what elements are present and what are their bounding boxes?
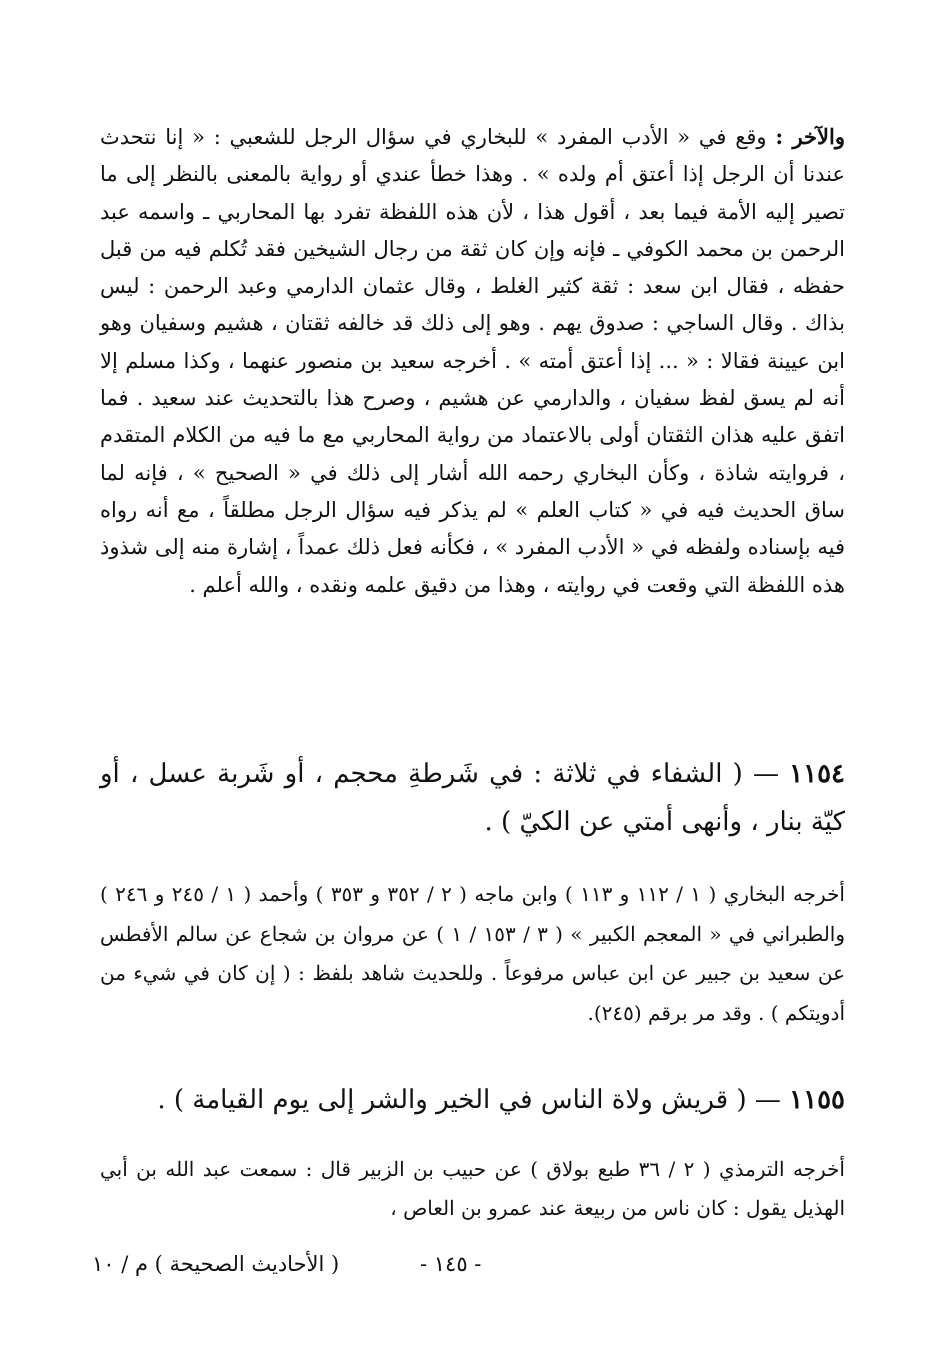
- hadith-1155-source: أخرجه الترمذي ( ٢ / ٣٦ طبع بولاق ) عن حبيب بن الزبير قال : سمعت عبد الله بن أبي الهذيل يقول : كان ناس من ربيعة عند عمرو بن العاص ،: [100, 1157, 845, 1220]
- page-number: - ١٤٥ -: [420, 1252, 482, 1276]
- hadith-number: ١١٥٥: [789, 1085, 845, 1115]
- book-signature: ( الأحاديث الصحيحة ) م / ١٠: [92, 1252, 340, 1276]
- hadith-number: ١١٥٤: [789, 759, 846, 789]
- paragraph-lead-word: والآخر :: [775, 124, 845, 149]
- paragraph-body: وقع في « الأدب المفرد » للبخاري في سؤال الرجل للشعبي : « إنا نتحدث عندنا أن الرجل إذا أعتق أم ولده » . وهذا خطأ عندي أو رواية بالمعنى بالنظر إلى ما تصير إليه الأمة فيما بعد ، أقول هذا ، لأن هذه اللفظة تفرد بها المحاربي ـ واسمه عبد الرحمن بن محمد الكوفي ـ فإنه وإن كان ثقة من رجال الشيخين فقد تُكلم فيه من قبل حفظه ، فقال ابن سعد : ثقة كثير الغلط ، وقال عثمان الدارمي وعبد الرحمن : ليس بذاك . وقال الساجي : صدوق يهم . وهو إلى ذلك قد خالفه ثقتان ، هشيم وسفيان وهو ابن عيينة فقالا : « ... إذا أعتق أمته » . أخرجه سعيد بن منصور عنهما ، وكذا مسلم إلا أنه لم يسق لفظ سفيان ، والدارمي عن هشيم ، وصرح هذا بالتحديث عند سعيد . فما اتفق عليه هذان الثقتان أولى بالاعتماد من رواية المحاربي مع ما فيه من الكلام المتقدم ، فروايته شاذة ، وكأن البخاري رحمه الله أشار إلى ذلك في « الصحيح » ، فإنه لما ساق الحديث فيه في « كتاب العلم » لم يذكر فيه سؤال الرجل مطلقاً ، مع أنه رواه فيه بإسناده ولفظه في « الأدب المفرد » ، فكأنه فعل ذلك عمداً ، إشارة منه إلى شذوذ هذه اللفظة التي وقعت في روايته ، وهذا من دقيق علمه ونقده ، والله أعلم .: [100, 125, 845, 597]
- hadith-text: — ( الشفاء في ثلاثة : في شَرطةِ محجم ، أو شَربة عسل ، أو كيّة بنار ، وأنهى أمتي عن الكيّ ) .: [100, 759, 845, 837]
- hadith-text: — ( قريش ولاة الناس في الخير والشر إلى يوم القيامة ) .: [157, 1085, 781, 1115]
- hadith-1155: [100, 1078, 845, 1122]
- main-paragraph: [100, 118, 845, 604]
- hadith-1154-source: أخرجه البخاري ( ١ / ١١٢ و ١١٣ ) وابن ماجه ( ٢ / ٣٥٢ و ٣٥٣ ) وأحمد ( ١ / ٢٤٥ و ٢٤٦ ) والطبراني في « المعجم الكبير » ( ٣ / ١٥٣ / ١ ) عن مروان بن شجاع عن سالم الأفطس عن سعيد بن جبير عن ابن عباس مرفوعاً . وللحديث شاهد بلفظ : ( إن كان في شيء من أدويتكم ) . وقد مر برقم (٢٤٥).: [100, 882, 846, 1025]
- hadith-1154: [100, 750, 845, 846]
